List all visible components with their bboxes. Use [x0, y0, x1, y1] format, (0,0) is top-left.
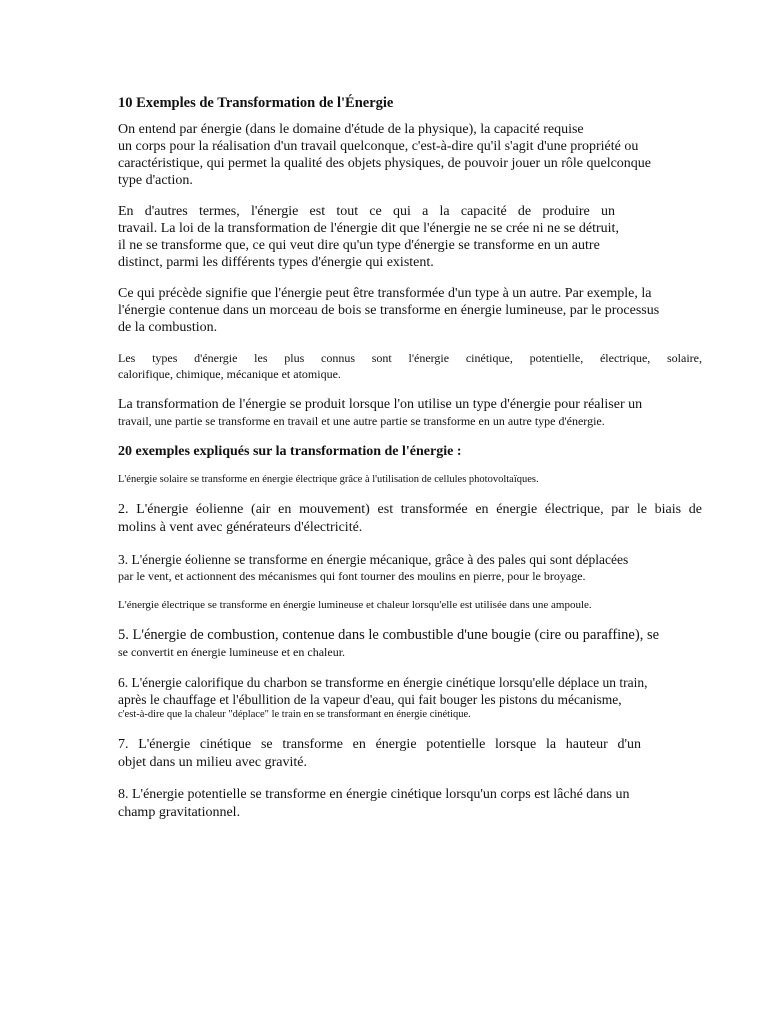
text-line: travail. La loi de la transformation de l'énergie dit que l'énergie ne se crée ni ne se détruit,: [118, 221, 619, 236]
text-line: se convertit en énergie lumineuse et en chaleur.: [118, 645, 346, 659]
text-line: champ gravitationnel.: [118, 805, 241, 820]
text-line: distinct, parmi les différents types d'énergie qui existent.: [118, 255, 434, 270]
text-line: La transformation de l'énergie se produit lorsque l'on utilise un type d'énergie pour réaliser un: [118, 397, 643, 412]
document-page: [118, 94, 702, 836]
example-item-7: [118, 736, 702, 772]
example-item-2: [118, 501, 702, 537]
example-paragraph: [118, 285, 702, 336]
text-line: objet dans un milieu avec gravité.: [118, 755, 307, 770]
text-line: par le vent, et actionnent des mécanismes qui font tourner des moulins en pierre, pour le broyage.: [118, 569, 586, 583]
text-line: calorifique, chimique, mécanique et atomique.: [118, 367, 341, 381]
example-item-8: [118, 786, 702, 822]
example-item-6: [118, 674, 702, 722]
text-line: L'énergie solaire se transforme en énergie électrique grâce à l'utilisation de cellules photovoltaïques.: [118, 474, 539, 485]
example-item-4: [118, 598, 702, 613]
text-line: après le chauffage et l'ébullition de la vapeur d'eau, qui fait bouger les pistons du mécanisme,: [118, 692, 622, 707]
text-line: En d'autres termes, l'énergie est tout ce qui a la capacité de produire un: [118, 204, 615, 219]
text-line: il ne se transforme que, ce qui veut dire qu'un type d'énergie se transforme en un autre: [118, 238, 600, 253]
text-line: molins à vent avec générateurs d'électricité.: [118, 520, 363, 535]
text-line: travail, une partie se transforme en travail et une autre partie se transforme en un autre type d'énergie.: [118, 414, 605, 428]
text-line: L'énergie électrique se transforme en énergie lumineuse et chaleur lorsqu'elle est utilisée dans une ampoule.: [118, 599, 592, 611]
text-line: 8. L'énergie potentielle se transforme en énergie cinétique lorsqu'un corps est lâché dans un: [118, 787, 630, 802]
text-line: caractéristique, qui permet la qualité des objets physiques, de pouvoir jouer un rôle quelconque: [118, 156, 652, 171]
text-line: Ce qui précède signifie que l'énergie peut être transformée d'un type à un autre. Par exemple, la: [118, 286, 652, 301]
document-title: 10 Exemples de Transformation de l'Énergie: [118, 95, 394, 111]
text-line: c'est-à-dire que la chaleur "déplace" le train en se transformant en énergie cinétique.: [118, 709, 471, 720]
transformation-paragraph: [118, 396, 702, 429]
example-item-1: [118, 473, 702, 487]
text-line: 2. L'énergie éolienne (air en mouvement) est transformée en énergie électrique, par le biais de: [118, 502, 702, 517]
text-line: Les types d'énergie les plus connus sont l'énergie cinétique, potentielle, électrique, solaire,: [118, 351, 702, 365]
types-paragraph: [118, 350, 702, 382]
example-item-3: [118, 551, 702, 584]
text-line: 3. L'énergie éolienne se transforme en énergie mécanique, grâce à des pales qui sont déplacées: [118, 552, 629, 567]
text-line: de la combustion.: [118, 320, 218, 335]
intro-paragraph: [118, 121, 702, 189]
text-line: On entend par énergie (dans le domaine d'étude de la physique), la capacité requise: [118, 122, 584, 137]
text-line: 6. L'énergie calorifique du charbon se transforme en énergie cinétique lorsqu'elle déplace un train,: [118, 675, 648, 690]
text-line: 5. L'énergie de combustion, contenue dans le combustible d'une bougie (cire ou paraffine), se: [118, 627, 660, 643]
example-item-5: [118, 627, 702, 660]
text-line: l'énergie contenue dans un morceau de bois se transforme en énergie lumineuse, par le processus: [118, 303, 660, 318]
text-line: 7. L'énergie cinétique se transforme en énergie potentielle lorsque la hauteur d'un: [118, 737, 641, 752]
examples-heading: 20 exemples expliqués sur la transformation de l'énergie :: [118, 444, 462, 459]
definition-paragraph: [118, 203, 702, 271]
text-line: un corps pour la réalisation d'un travail quelconque, c'est-à-dire qu'il s'agit d'une propriété ou: [118, 139, 639, 154]
text-line: type d'action.: [118, 173, 193, 188]
